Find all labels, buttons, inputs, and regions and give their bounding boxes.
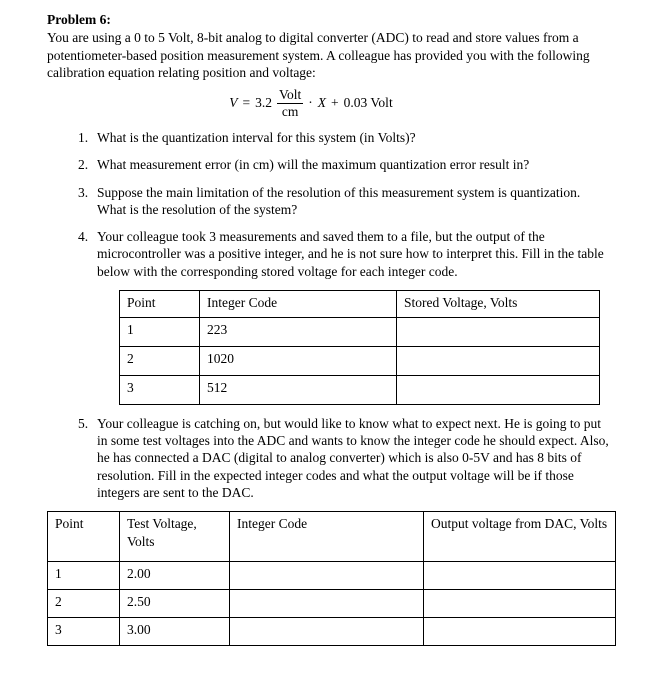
integer-code-cell: 512 [200,375,397,404]
dac-output-answer-cell[interactable] [424,562,616,590]
fraction-numerator: Volt [279,87,302,103]
stored-voltage-table [119,290,600,405]
fraction-denominator: cm [281,103,299,119]
question-2-text: What measurement error (in cm) will the maximum quantization error result in? [97,157,530,173]
test-voltage-cell: 3.00 [120,618,230,646]
point-cell: 3 [48,618,120,646]
point-cell: 3 [120,375,200,404]
equation-lhs: V [229,95,238,111]
stored-voltage-answer-cell[interactable] [397,346,600,375]
page-title: Problem 6: [47,12,111,27]
question-list [78,129,615,501]
equation-plus: + [331,95,339,111]
header-point: Point [120,290,200,317]
table-row [120,346,600,375]
question-3 [78,184,615,219]
intro-paragraph: You are using a 0 to 5 Volt, 8-bit analog to digital converter (ADC) to read and store values from a potentiometer-based position measurement system. A colleague has provided you with the following calibration equation relating position and voltage: [47,30,590,80]
table-row [120,375,600,404]
point-cell: 2 [48,590,120,618]
point-cell: 2 [120,346,200,375]
calibration-equation [47,87,575,119]
question-2 [78,156,615,173]
integer-code-answer-cell[interactable] [230,590,424,618]
question-2-number: 2. [78,157,89,173]
test-voltage-cell: 2.00 [120,562,230,590]
integer-code-answer-cell[interactable] [230,562,424,590]
point-cell: 1 [120,317,200,346]
equation-coefficient: 3.2 [255,95,273,111]
question-4-number: 4. [78,229,89,245]
integer-code-cell: 1020 [200,346,397,375]
table-row [48,618,616,646]
table-row [48,590,616,618]
question-1 [78,129,615,146]
stored-voltage-answer-cell[interactable] [397,375,600,404]
table-header-row [120,290,600,317]
question-5-text: Your colleague is catching on, but would like to know what to expect next. He is going to put in some test voltages into the ADC and wants to know the integer code he should expect. Also, he has connected a DAC (digital to analog converter) which is also 0-5V and has 8 bits of resolution. Fill in the expected integer codes and what the output voltage will be if those integers are sent to the DAC. [97,415,609,501]
table-row [48,562,616,590]
question-4 [78,228,615,280]
equation-fraction [277,87,303,119]
header-dac-output: Output voltage from DAC, Volts [424,512,616,562]
test-voltage-dac-table [47,511,616,646]
header-stored-voltage: Stored Voltage, Volts [397,290,600,317]
equation-equals: = [242,95,251,111]
equation-variable: X [317,95,327,111]
dac-output-answer-cell[interactable] [424,590,616,618]
question-1-text: What is the quantization interval for this system (in Volts)? [97,130,416,146]
equation-offset: 0.03 Volt [343,95,393,111]
question-5-number: 5. [78,415,89,431]
question-3-text: Suppose the main limitation of the resolution of this measurement system is quantization. What is the resolution of the system? [97,184,581,217]
table-row [120,317,600,346]
question-5 [78,415,615,501]
header-test-voltage: Test Voltage, Volts [120,512,230,562]
question-3-number: 3. [78,184,89,200]
equation-dot-operator: · [308,95,313,111]
table-header-row [48,512,616,562]
header-integer-code: Integer Code [230,512,424,562]
point-cell: 1 [48,562,120,590]
integer-code-answer-cell[interactable] [230,618,424,646]
stored-voltage-answer-cell[interactable] [397,317,600,346]
question-1-number: 1. [78,130,89,146]
question-4-text: Your colleague took 3 measurements and saved them to a file, but the output of the microcontroller was a positive integer, and he is not sure how to interpret this. Fill in the table below with the corresponding stored voltage for each integer code. [97,229,604,279]
integer-code-cell: 223 [200,317,397,346]
header-point: Point [48,512,120,562]
header-integer-code: Integer Code [200,290,397,317]
test-voltage-cell: 2.50 [120,590,230,618]
dac-output-answer-cell[interactable] [424,618,616,646]
